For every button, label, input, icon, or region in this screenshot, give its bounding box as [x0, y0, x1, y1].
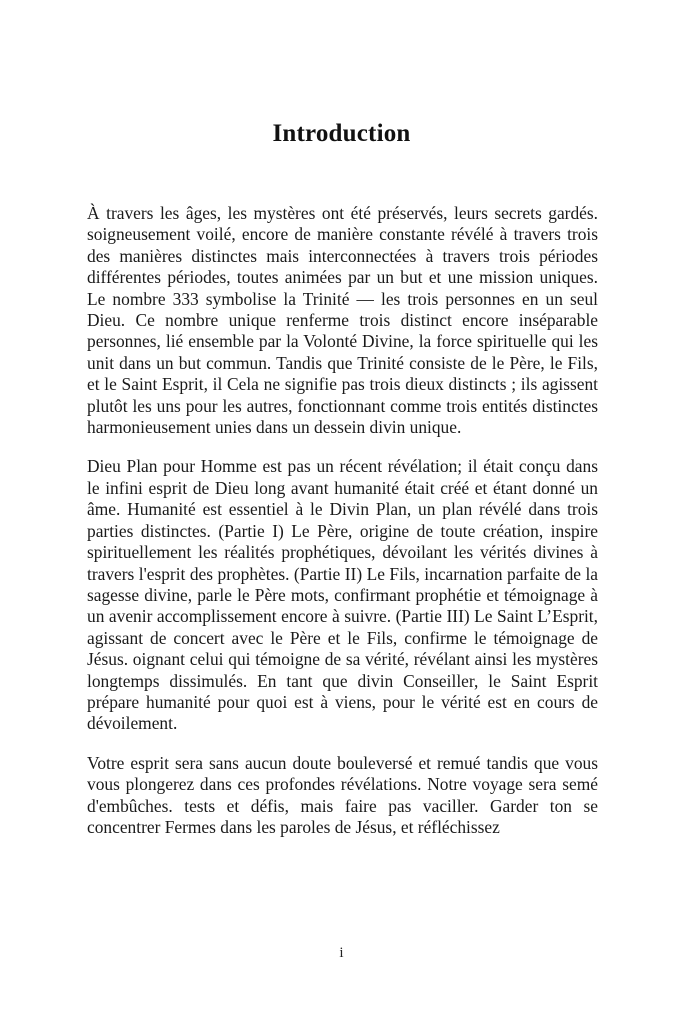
paragraph-divine-plan: Dieu Plan pour Homme est pas un récent révélation; il était conçu dans le infini esprit de Dieu long avant humanité était créé et étant donné un âme. Humanité est essentiel à le Divin Plan, un plan révélé dans trois parties distinctes. (Partie I) Le Père, origine de toute création, inspire spirituellement les réalités prophétiques, dévoilant les vérités divines à travers l'esprit des prophètes. (Partie II) Le Fils, incarnation parfaite de la sagesse divine, parle le Père mots, confirmant prophétie et témoignage à un avenir accomplissement encore à suivre. (Partie III) Le Saint L’Esprit, agissant de concert avec le Père et le Fils, confirme le témoignage de Jésus. oignant celui qui témoigne de sa vérité, révélant ainsi les mystères longtemps dissimulés. En tant que divin Conseiller, le Saint Esprit prépare humanité pour quoi est à viens, pour le vérité est en cours de dévoilement. [87, 456, 598, 734]
body-text [87, 203, 598, 856]
paragraph-trinity: À travers les âges, les mystères ont été préservés, leurs secrets gardés. soigneusement voilé, encore de manière constante révélé à travers trois des manières distinctes mais interconnectées à travers trois périodes différentes périodes, toutes animées par un but et une mission uniques. Le nombre 333 symbolise la Trinité — les trois personnes en un seul Dieu. Ce nombre unique renferme trois distinct encore inséparable personnes, lié ensemble par la Volonté Divine, la force spirituelle qui les unit dans un but commun. Tandis que Trinité consiste de le Père, le Fils, et le Saint Esprit, il Cela ne signifie pas trois dieux distincts ; ils agissent plutôt les uns pour les autres, fonctionnant comme trois entités distinctes harmonieusement unies dans un dessein divin unique. [87, 203, 598, 438]
paragraph-journey: Votre esprit sera sans aucun doute bouleversé et remué tandis que vous vous plongerez dans ces profondes révélations. Notre voyage sera semé d'embûches. tests et défis, mais faire pas vaciller. Garder ton se concentrer Fermes dans les paroles de Jésus, et réfléchissez [87, 752, 598, 837]
page-number: i [339, 945, 344, 961]
chapter-title: Introduction [272, 120, 411, 147]
